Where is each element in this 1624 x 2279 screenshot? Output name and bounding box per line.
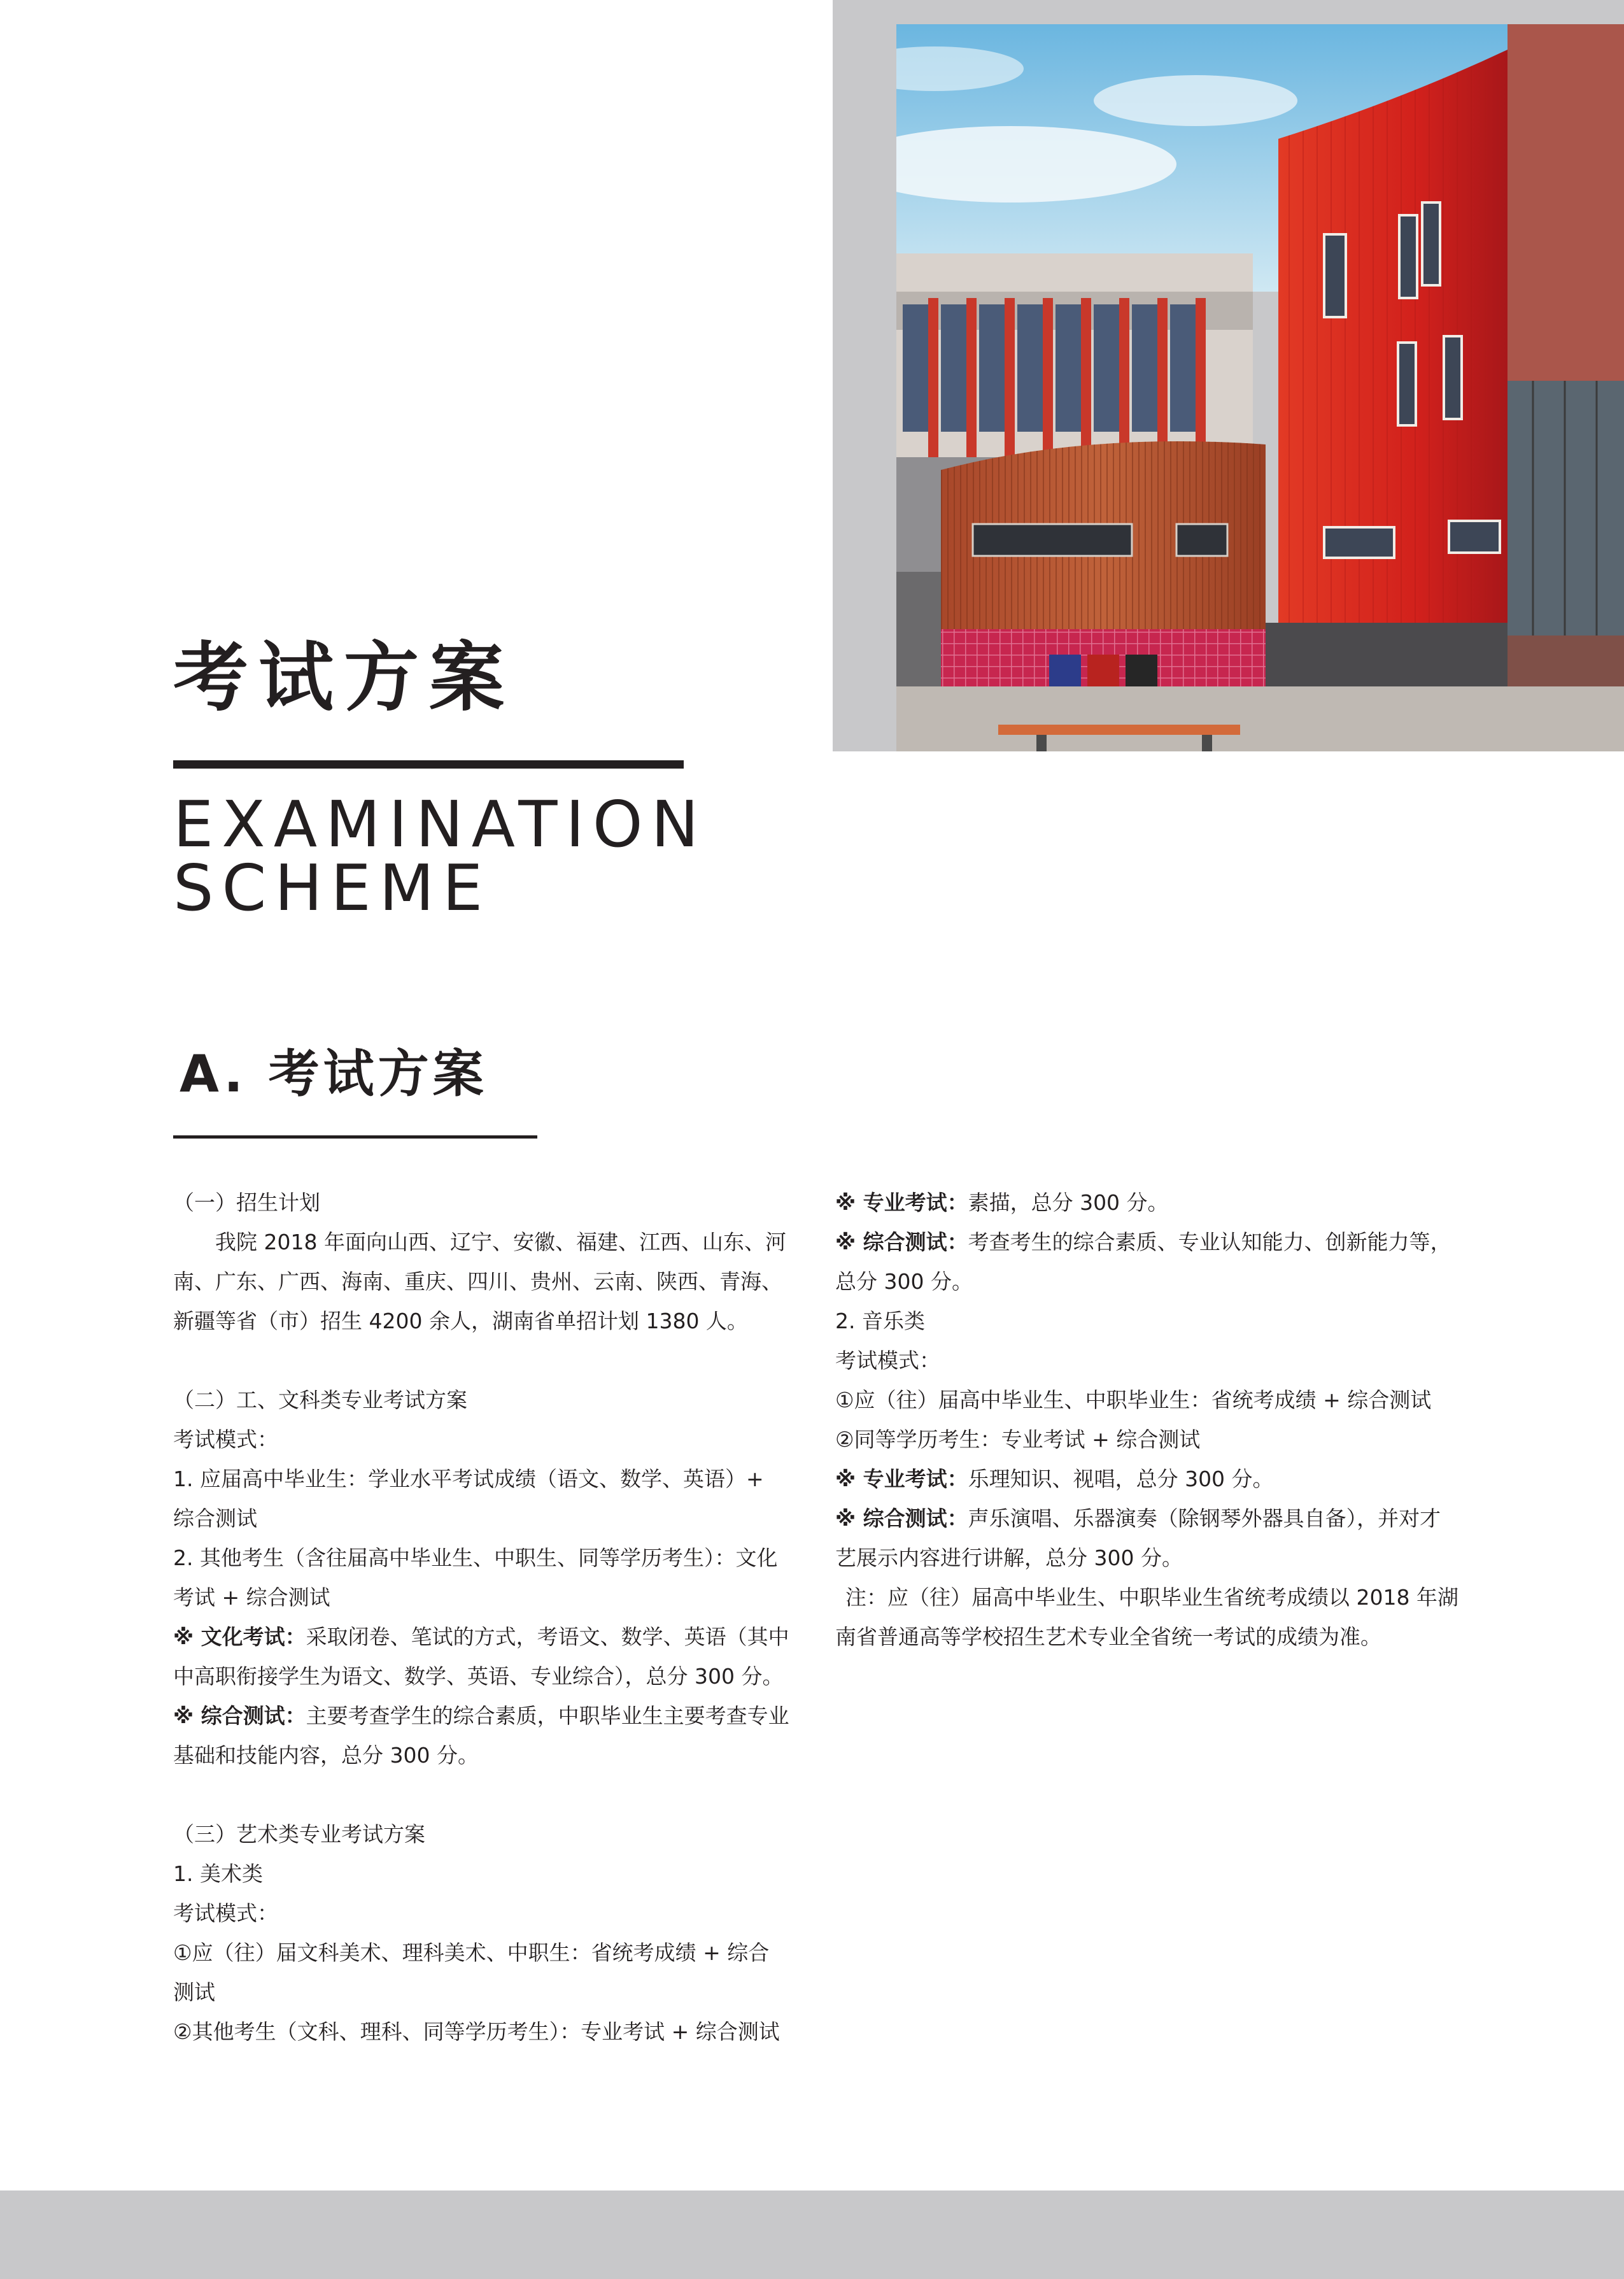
left-column [173, 1183, 789, 2052]
exam-mode-label: 考试模式： [173, 1427, 278, 1452]
note-label: ※ 专业考试： [835, 1466, 968, 1491]
comprehensive-test-note [835, 1223, 1459, 1302]
right-column [835, 1183, 1459, 1657]
page-title: 考试方案 [173, 634, 515, 721]
engineering-arts-heading: （二）工、文科类专业考试方案 [173, 1388, 467, 1412]
note-label: ※ 文化考试： [173, 1624, 306, 1649]
fine-arts-item-1: ①应（往）届文科美术、理科美术、中职生：省统考成绩 + 综合测试 [173, 1940, 770, 2005]
culture-exam-note [173, 1617, 789, 1696]
music-item-1: ①应（往）届高中毕业生、中职毕业生：省统考成绩 + 综合测试 [835, 1388, 1432, 1412]
enrollment-plan-heading: （一）招生计划 [173, 1190, 320, 1215]
english-title-line-2: SCHEME [173, 851, 491, 925]
music-comprehensive-test-note [835, 1499, 1459, 1578]
campus-building-photo [896, 24, 1624, 751]
note-text: 考查考生的综合素质、专业认知能力、创新能力等，总分 300 分。 [835, 1230, 1451, 1294]
note-label: ※ 综合测试： [173, 1703, 306, 1728]
art-majors-heading: （三）艺术类专业考试方案 [173, 1822, 425, 1847]
note-text: 乐理知识、视唱，总分 300 分。 [968, 1466, 1274, 1491]
comprehensive-test-note [173, 1696, 789, 1775]
music-item-2: ②同等学历考生：专业考试 + 综合测试 [835, 1427, 1201, 1452]
note-label: ※ 综合测试： [835, 1506, 968, 1531]
footnote: 注：应（往）届高中毕业生、中职毕业生省统考成绩以 2018 年湖南省普通高等学校招生艺术专业全省统一考试的成绩为准。 [835, 1585, 1458, 1649]
professional-exam-note [835, 1183, 1459, 1223]
section-divider [173, 1135, 537, 1139]
note-label: ※ 综合测试： [835, 1230, 968, 1254]
english-title-line-1: EXAMINATION [173, 787, 707, 862]
note-text: 主要考查学生的综合素质，中职毕业生主要考查专业基础和技能内容，总分 300 分。 [173, 1703, 789, 1768]
section-title: A. 考试方案 [180, 1044, 488, 1104]
footer-bar [0, 2190, 1624, 2279]
fine-arts-item-2: ②其他考生（文科、理科、同等学历考生）：专业考试 + 综合测试 [173, 2019, 780, 2044]
fine-arts-subheading: 1. 美术类 [173, 1861, 263, 1886]
music-professional-exam-note [835, 1459, 1459, 1499]
note-text: 采取闭卷、笔试的方式，考语文、数学、英语（其中中高职衔接学生为语文、数学、英语、专业综合），总分 300 分。 [173, 1624, 789, 1689]
enrollment-plan-body: 我院 2018 年面向山西、辽宁、安徽、福建、江西、山东、河南、广东、广西、海南、重庆、四川、贵州、云南、陕西、青海、新疆等省（市）招生 4200 余人，湖南省单招计划 1380 人。 [173, 1230, 786, 1333]
exam-mode-label: 考试模式： [173, 1901, 278, 1926]
music-subheading: 2. 音乐类 [835, 1309, 925, 1333]
note-text: 声乐演唱、乐器演奏（除钢琴外器具自备），并对才艺展示内容进行讲解，总分 300 分。 [835, 1506, 1441, 1570]
mode-item-1: 1. 应届高中毕业生：学业水平考试成绩（语文、数学、英语）+ 综合测试 [173, 1466, 764, 1531]
title-divider [173, 760, 684, 769]
mode-item-2: 2. 其他考生（含往届高中毕业生、中职生、同等学历考生）：文化考试 + 综合测试 [173, 1545, 778, 1610]
exam-mode-label: 考试模式： [835, 1348, 940, 1373]
note-label: ※ 专业考试： [835, 1190, 968, 1215]
note-text: 素描，总分 300 分。 [968, 1190, 1169, 1215]
